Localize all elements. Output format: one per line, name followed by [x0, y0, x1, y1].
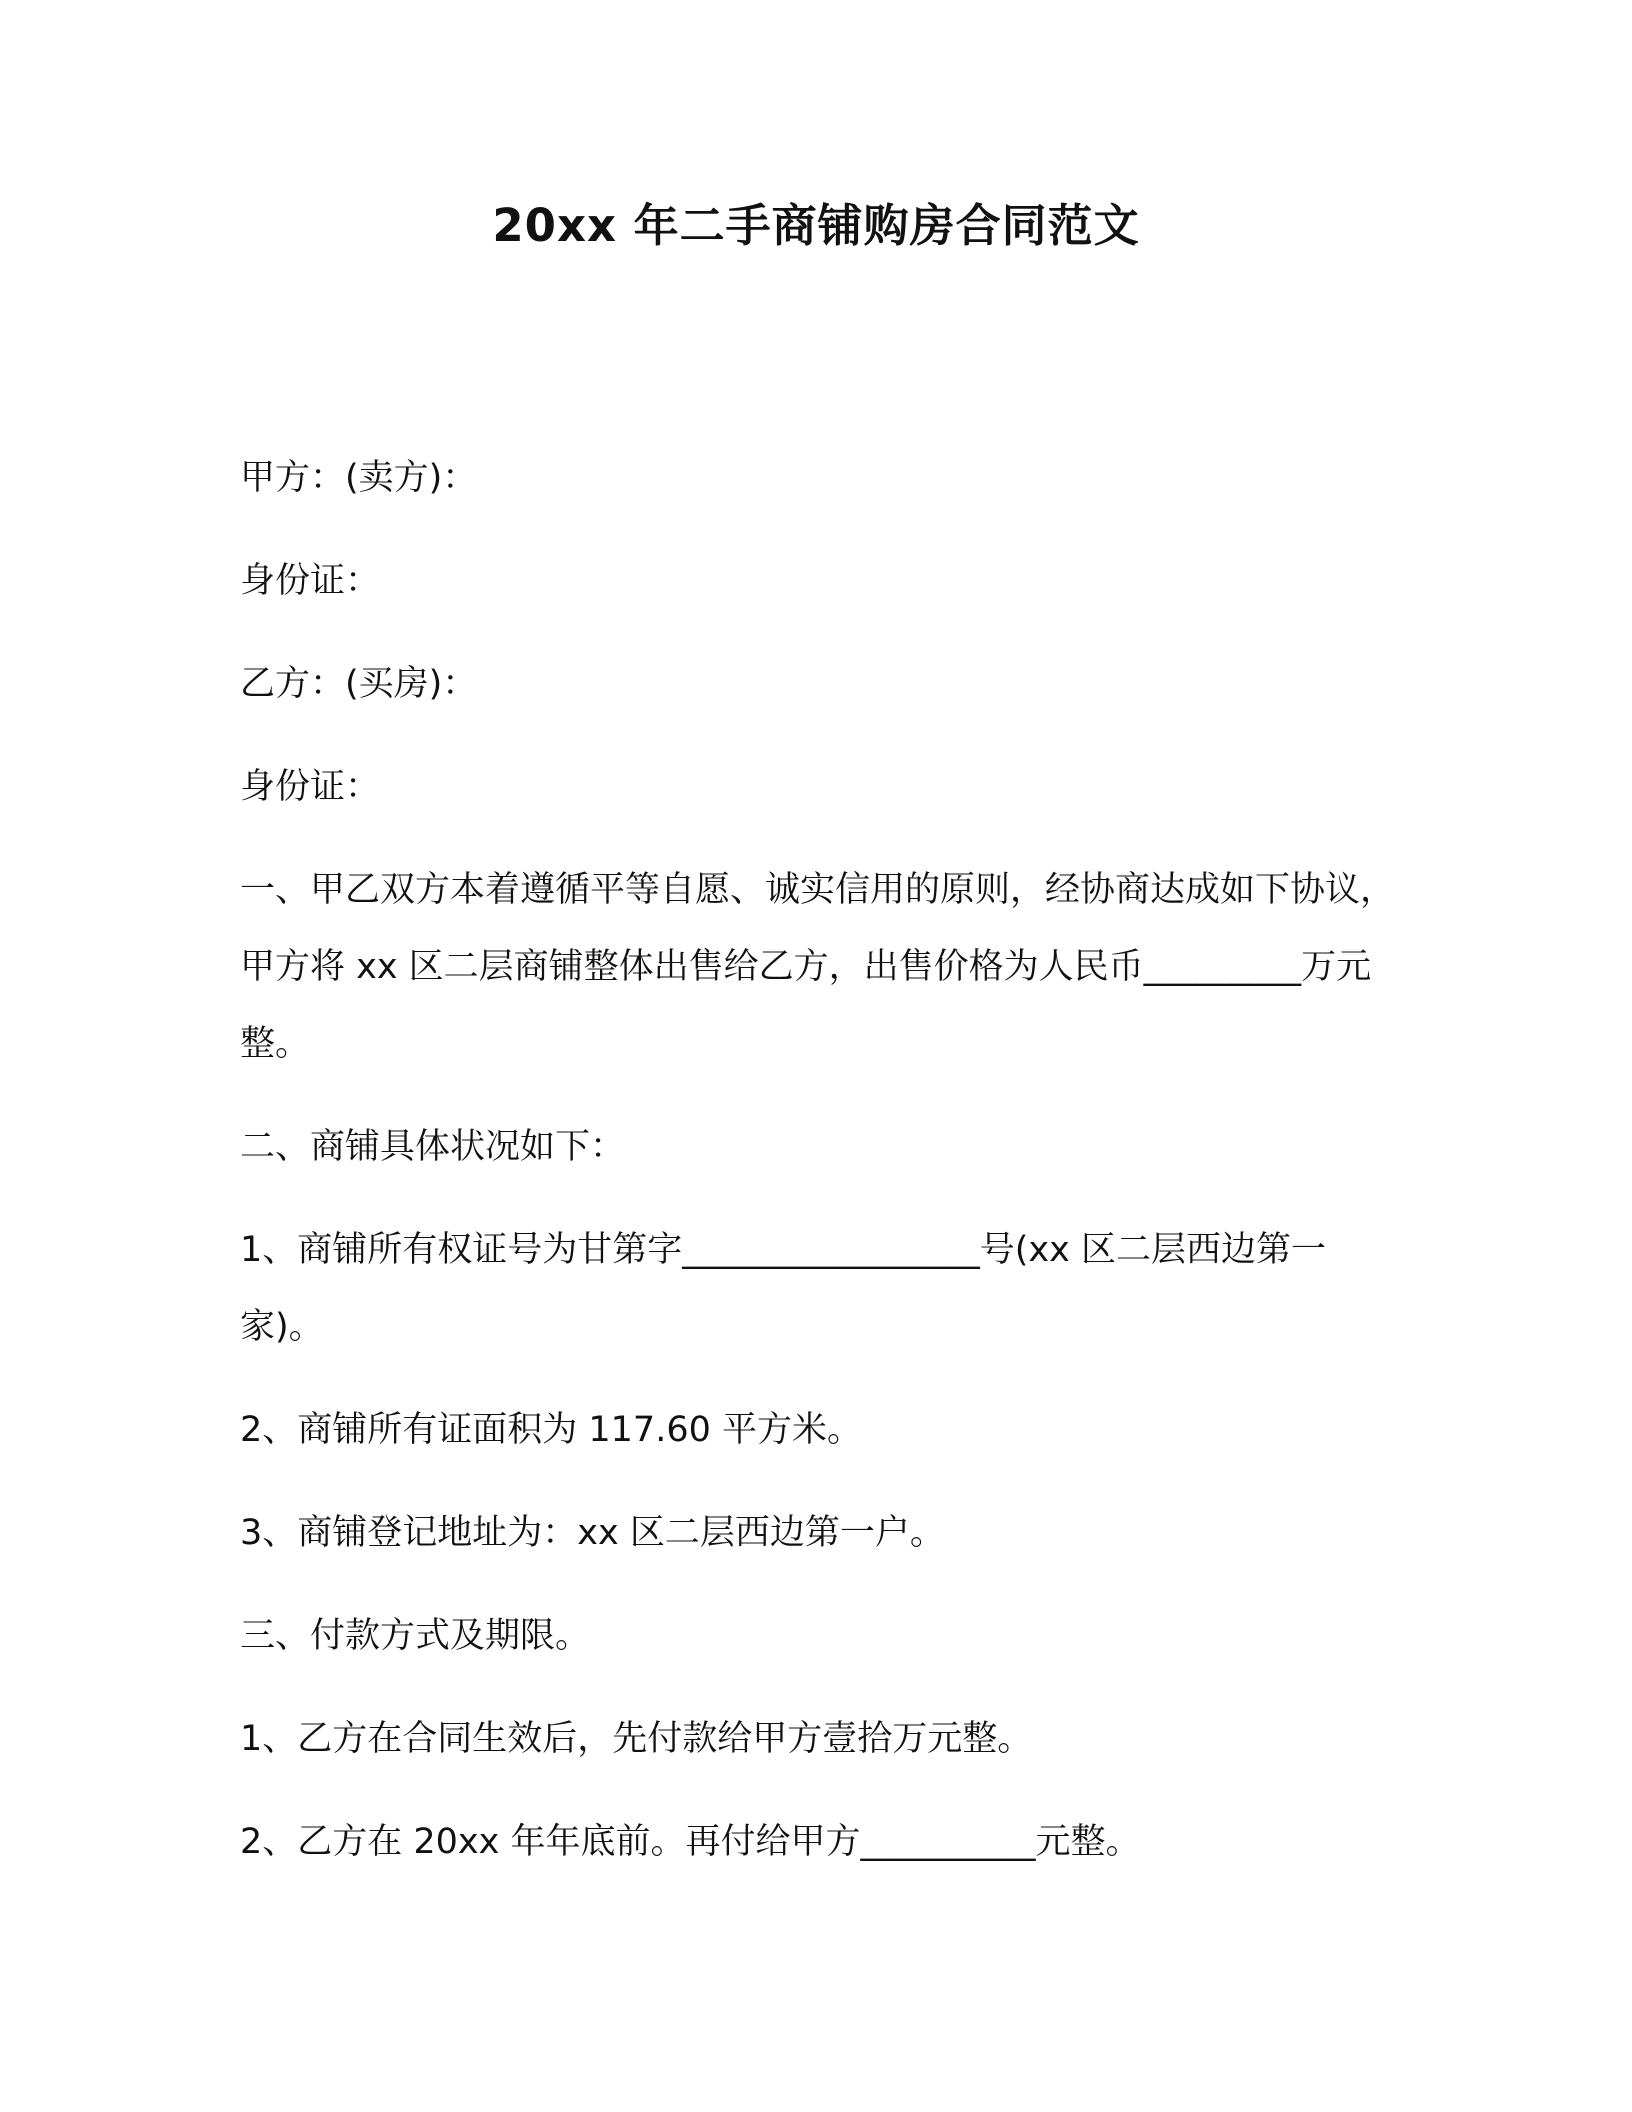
party-a-id-line: 身份证：	[240, 561, 381, 601]
document-title: 20xx 年二手商铺购房合同范文	[492, 199, 1140, 252]
document-body	[240, 440, 1400, 1907]
clause-3-item-1: 1、乙方在合同生效后，先付款给甲方壹拾万元整。	[240, 1719, 1033, 1759]
clause-2-item-1: 1、商铺所有权证号为甘第字_________________号(xx 区二层西边第一家)。	[240, 1230, 1326, 1347]
party-a-line: 甲方：(卖方)：	[240, 458, 478, 498]
clause-3-heading: 三、付款方式及期限。	[240, 1616, 591, 1656]
clause-2-heading: 二、商铺具体状况如下：	[240, 1127, 626, 1167]
clause-1-agreement: 一、甲乙双方本着遵循平等自愿、诚实信用的原则，经协商达成如下协议，甲方将 xx 区二层商铺整体出售给乙方，出售价格为人民币_________万元整。	[240, 870, 1396, 1064]
clause-2-item-2: 2、商铺所有证面积为 117.60 平方米。	[240, 1410, 862, 1450]
party-b-id-line: 身份证：	[240, 767, 381, 807]
clause-2-item-3: 3、商铺登记地址为：xx 区二层西边第一户。	[240, 1513, 945, 1553]
party-b-line: 乙方：(买房)：	[240, 664, 478, 704]
clause-3-item-2: 2、乙方在 20xx 年年底前。再付给甲方__________元整。	[240, 1822, 1141, 1862]
